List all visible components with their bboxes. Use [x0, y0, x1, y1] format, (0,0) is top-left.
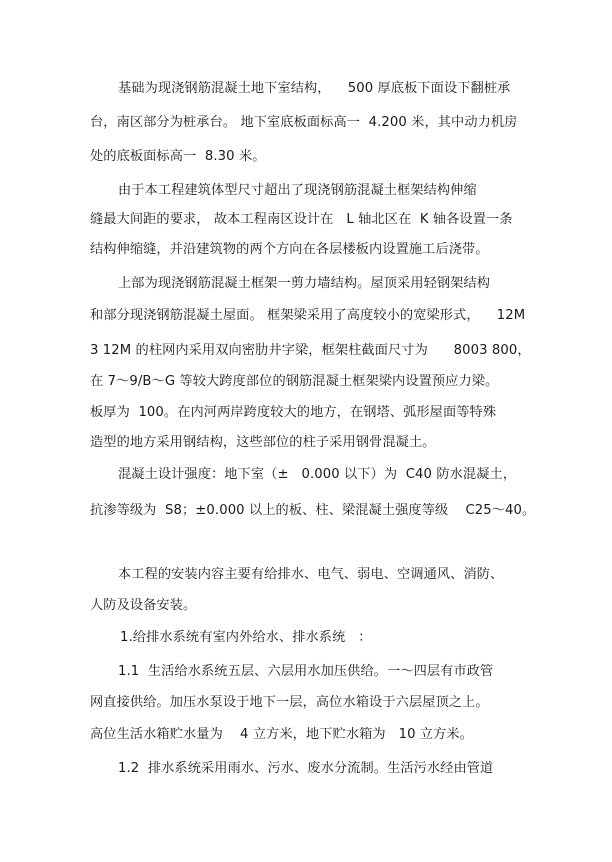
text-line: 处的底板面标高一 8.30 米。 [90, 149, 266, 164]
text-line: 台，南区部分为桩承台。 地下室底板面标高一 4.200 米，其中动力机房 [90, 115, 518, 130]
text-line: 1.2 排水系统采用雨水、污水、废水分流制。生活污水经由管道 [118, 761, 494, 776]
text-line: 混凝土设计强度：地下室（± 0.000 以下）为 C40 防水混凝土， [118, 467, 517, 482]
text-line: 网直接供给。加压水泵设于地下一层，高位水箱设于六层屋顶之上。 [90, 695, 489, 710]
text-line: 人防及设备安装。 [90, 598, 197, 613]
text-line: 本工程的安装内容主要有给排水、电气、弱电、空调通风、消防、 [118, 567, 504, 582]
text-line: 由于本工程建筑体型尺寸超出了现浇钢筋混凝土框架结构伸缩 [118, 183, 477, 198]
text-line: 结构伸缩缝，并沿建筑物的两个方向在各层楼板内设置施工后浇带。 [90, 242, 489, 257]
text-line: 板厚为 100。在内河两岸跨度较大的地方，在钢塔、弧形屋面等特殊 [90, 405, 497, 420]
text-line: 基础为现浇钢筋混凝土地下室结构， 500 厚底板下面设下翻桩承 [118, 81, 511, 96]
text-line: 1.给排水系统有室内外给水、排水系统 ： [120, 630, 372, 645]
text-line: 上部为现浇钢筋混凝土框架一剪力墙结构。屋顶采用轻钢架结构 [118, 276, 491, 291]
text-line: 在 7～9/B～G 等较大跨度部位的钢筋混凝土框架梁内设置预应力梁。 [90, 374, 499, 389]
text-line: 和部分现浇钢筋混凝土屋面。 框架梁采用了高度较小的宽梁形式， 12M [90, 308, 526, 323]
text-line: 高位生活水箱贮水量为 4 立方米，地下贮水箱为 10 立方米。 [90, 727, 473, 742]
text-line: 造型的地方采用钢结构，这些部位的柱子采用钢骨混凝土。 [90, 435, 436, 450]
text-line: 抗渗等级为 S8；±0.000 以上的板、柱、梁混凝土强度等级 C25～40。 [90, 503, 536, 518]
text-line: 缝最大间距的要求， 故本工程南区设计在 L 轴北区在 K 轴各设置一条 [90, 212, 513, 227]
text-line: 3 12M 的柱网内采用双向密肋井字梁，框架柱截面尺寸为 8003 800， [90, 343, 531, 358]
text-line: 1.1 生活给水系统五层、六层用水加压供给。一～四层有市政管 [118, 664, 494, 679]
